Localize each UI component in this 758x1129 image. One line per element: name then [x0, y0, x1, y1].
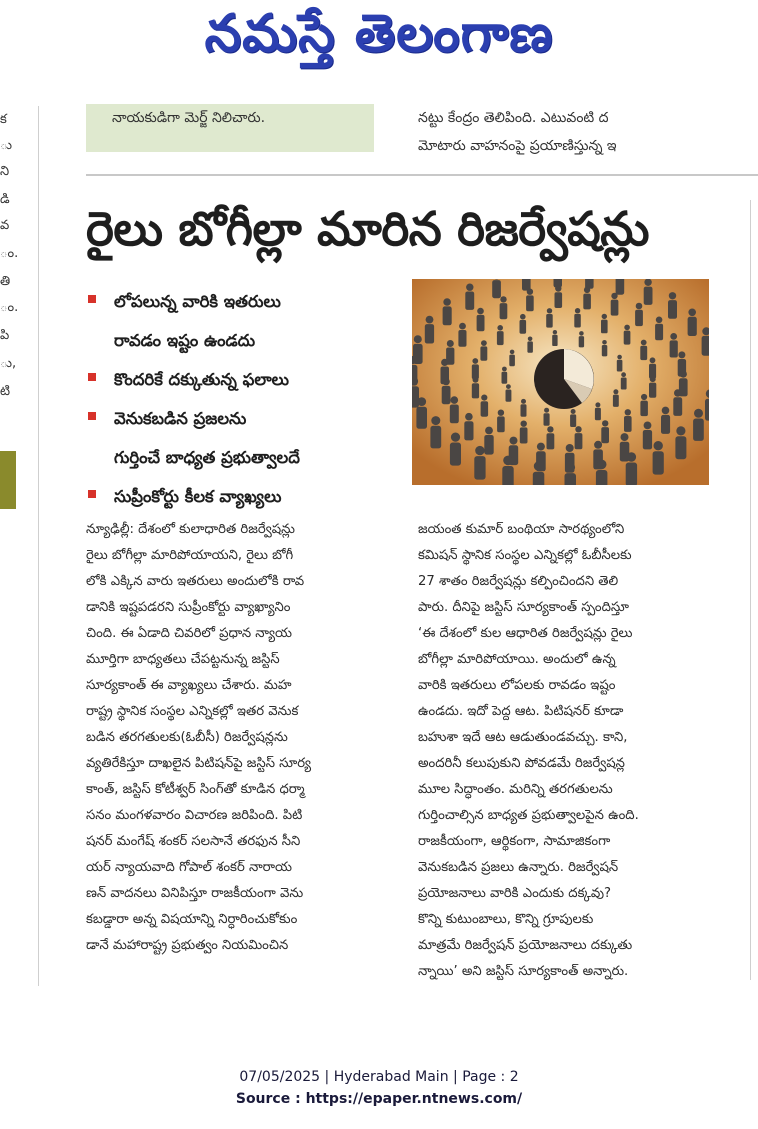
body-line: చింది. ఈ ఏడాది చివరిలో ప్రధాన న్యాయ — [86, 626, 293, 641]
body-line: ప్రయోజనాలు వారికి ఎందుకు దక్కవు? — [418, 886, 612, 901]
person-figure — [653, 441, 664, 475]
body-line: ణన్‌ వాదనలు వినిపిస్తూ రాజకీయంగా వెను — [86, 886, 304, 901]
person-figure — [621, 372, 627, 389]
body-line: రాష్ట్ర స్థానిక సంస్థల ఎన్నికల్లో ఇతర వెనుక — [86, 704, 299, 719]
fragment-text: డి — [0, 192, 10, 207]
person-figure — [446, 340, 454, 365]
person-figure — [492, 279, 501, 298]
key-point-text: సుప్రీంకోర్టు కీలక వ్యాఖ్యలు — [114, 487, 282, 506]
body-line: కమిషన్‌ స్థానిక సంస్థల ఎన్నికల్లో ఓబీసీలకు — [418, 548, 632, 563]
body-line: రైలు బోగీల్లా మారిపోయాయని, రైలు బోగీ — [86, 548, 294, 563]
person-figure — [643, 422, 652, 450]
key-point — [86, 399, 406, 438]
person-figure — [521, 399, 527, 417]
person-figure — [655, 317, 663, 341]
person-figure — [640, 394, 648, 416]
fragment-text: ు — [0, 138, 13, 153]
key-points — [86, 282, 406, 516]
person-figure — [480, 340, 487, 361]
person-figure — [570, 409, 576, 427]
body-line: షనర్‌ మంగేష్‌ శంకర్‌ సలసానే తరఫున సీని — [86, 834, 301, 849]
person-figure — [602, 340, 608, 356]
person-figure — [670, 333, 678, 358]
color-block — [0, 451, 16, 509]
article-photo — [412, 279, 709, 485]
masthead — [0, 0, 758, 90]
fragment-text: ం. — [0, 246, 19, 261]
body-line: మాత్రమే రిజర్వేషన్‌ ప్రయోజనాలు దక్కుతు — [418, 938, 633, 953]
person-figure — [644, 279, 653, 305]
person-figure — [575, 426, 583, 449]
body-line: కబడ్డారా అన్న విషయాన్ని నిర్ధారించుకోకుం — [86, 912, 298, 927]
column-divider — [750, 200, 751, 980]
person-figure — [522, 279, 531, 291]
person-figure — [484, 427, 493, 455]
person-figure — [624, 409, 632, 432]
box-text: నాయకుడిగా మెర్జ్‌ నిలిచారు. — [112, 110, 266, 126]
body-line: మూర్తిగా బాధ్యతలు చేపట్టనున్న జస్టిస్‌ — [86, 652, 280, 667]
key-point-text: కొందరికే దక్కుతున్న ఫలాలు — [114, 370, 290, 389]
person-figure — [520, 421, 528, 444]
section-rule — [86, 174, 758, 176]
text-line: మోటారు వాహనంపై ప్రయాణిస్తున్న ఇ — [418, 138, 617, 154]
person-figure — [649, 376, 656, 398]
person-figure — [668, 292, 677, 319]
key-point — [86, 438, 406, 477]
bullet-square-icon — [88, 412, 96, 420]
bullet-square-icon — [88, 295, 96, 303]
body-line: న్నాయి’ అని జస్టిస్‌ సూర్యకాంత్‌ అన్నారు. — [418, 964, 629, 979]
fragment-text: పి — [0, 328, 10, 343]
key-point — [86, 321, 406, 360]
person-figure — [502, 367, 508, 384]
person-figure — [546, 308, 553, 328]
body-line: పారు. దీనిపై జస్టిస్‌ సూర్యకాంత్‌ స్పందిస్తూ — [418, 600, 629, 615]
person-figure — [544, 408, 550, 426]
body-line: ఉండదు. ఇదో పెద్ద ఆట. పిటిషనర్‌ కూడా — [418, 704, 624, 719]
person-figure — [497, 410, 505, 433]
person-figure — [464, 413, 473, 441]
body-line: సనం మంగళవారం విచారణ జరిపింది. పిటి — [86, 808, 303, 823]
body-line: కొన్ని కుటుంబాలు, కొన్ని గ్రూపులకు — [418, 912, 594, 927]
body-line: వ్యతిరేకిస్తూ దాఖలైన పిటిషన్‌పై జస్టిస్‌ సూర్య — [86, 756, 312, 771]
body-line: కాంత్‌, జస్టిస్‌ కోటీశ్వర్‌ సింగ్‌తో కూడిన ధర్మా — [86, 782, 305, 797]
body-line: రాజకీయంగా, ఆర్థికంగా, సామాజికంగా — [418, 834, 611, 849]
fragment-text: వ — [0, 218, 10, 233]
person-figure — [547, 426, 555, 449]
person-figure — [509, 350, 515, 367]
person-figure — [425, 316, 434, 344]
bullet-square-icon — [88, 373, 96, 381]
person-figure — [596, 460, 608, 485]
body-line: 27 శాతం రిజర్వేషన్లు కల్పించిందని తెలి — [418, 574, 619, 589]
body-line: లోకి ఎక్కిన వారు ఇతరులు అందులోకి రావ — [86, 574, 305, 589]
person-figure — [635, 303, 643, 326]
person-figure — [626, 452, 637, 485]
person-figure — [465, 284, 474, 310]
person-figure — [520, 314, 527, 334]
person-figure — [474, 446, 485, 480]
previous-story-text — [418, 104, 758, 160]
key-point — [86, 477, 406, 516]
bullet-square-icon — [88, 490, 96, 498]
person-figure — [477, 308, 485, 332]
fragment-text: ు, — [0, 356, 17, 371]
key-point-text: వెనుకబడిన ప్రజలను — [114, 409, 247, 428]
key-point-text: లోపలున్న వారికి ఇతరులు — [114, 292, 281, 311]
person-figure — [502, 456, 513, 485]
body-line: న్యూఢిల్లీ: దేశంలో కులాధారిత రిజర్వేషన్లు — [86, 522, 295, 537]
person-figure — [472, 358, 479, 379]
key-point — [86, 360, 406, 399]
person-figure — [565, 463, 577, 485]
person-figure — [527, 337, 533, 353]
body-line: డానికి ఇష్టపడరని సుప్రీంకోర్టు వ్యాఖ్యానిం — [86, 600, 291, 615]
person-figure — [533, 461, 545, 485]
person-figure — [526, 289, 534, 312]
person-figure — [675, 426, 686, 459]
person-figure — [574, 308, 581, 328]
body-line: వెనుకబడిన ప్రజలు ఉన్నారు. రిజర్వేషన్‌ — [418, 860, 619, 875]
person-figure — [506, 384, 512, 402]
person-figure — [554, 279, 563, 287]
person-figure — [611, 293, 619, 316]
crowd-pie-illustration — [412, 279, 709, 485]
person-figure — [673, 389, 682, 416]
key-point-text: గుర్తించే బాధ్యత ప్రభుత్వాలదే — [114, 448, 300, 467]
person-figure — [552, 330, 557, 346]
person-figure — [450, 396, 459, 423]
person-figure — [661, 407, 670, 434]
body-line: యర్‌ న్యాయవాది గోపాల్‌ శంకర్‌ నారాయ — [86, 860, 292, 875]
fragment-text: ం. — [0, 300, 19, 315]
left-column-fragment — [0, 106, 40, 986]
person-figure — [601, 420, 609, 443]
body-line: సూర్యకాంత్‌ ఈ వ్యాఖ్యలు చేశారు. మహ — [86, 678, 292, 693]
person-figure — [624, 325, 631, 345]
person-figure — [555, 285, 563, 308]
person-figure — [450, 433, 461, 466]
body-line: వారికి ఇతరులు లోపలకు రావడం ఇష్టం — [418, 678, 616, 693]
person-figure — [613, 389, 619, 407]
person-figure — [702, 327, 709, 355]
person-figure — [617, 355, 623, 372]
person-figure — [443, 298, 452, 325]
person-figure — [497, 325, 504, 345]
edition-info: 07/05/2025 | Hyderabad Main | Page : 2 — [239, 1069, 519, 1085]
body-line: బడిన తరగతులకు(ఓబీసీ) రిజర్వేషన్లను — [86, 730, 288, 745]
text-line: నట్టు కేంద్రం తెలిపింది. ఎటువంటి ద — [418, 110, 609, 126]
body-line: బహుశా ఇదే ఆట ఆడుతుండవచ్చు. కాని, — [418, 730, 628, 745]
fragment-text: తి — [0, 274, 11, 289]
person-figure — [688, 309, 697, 337]
body-line: గుర్తించాల్సిన బాధ్యత ప్రభుత్వాలపైన ఉంది. — [418, 808, 639, 823]
body-line: బోగీల్లా మారిపోయాయి. అందులో ఉన్న — [418, 652, 616, 667]
person-figure — [579, 331, 584, 347]
person-figure — [601, 314, 608, 334]
previous-story-box — [86, 104, 374, 152]
person-figure — [595, 402, 601, 420]
fragment-text: క — [0, 112, 7, 127]
body-line: ‘ఈ దేశంలో కుల ఆధారిత రిజర్వేషన్లు రైలు — [418, 626, 633, 641]
body-line: డానే మహారాష్ట్ర ప్రభుత్వం నియమించిన — [86, 938, 289, 953]
person-figure — [585, 279, 594, 289]
person-figure — [472, 377, 479, 399]
person-figure — [649, 357, 656, 378]
person-figure — [458, 323, 466, 347]
person-figure — [430, 416, 441, 448]
key-point-text: రావడం ఇష్టం ఉండదు — [114, 331, 256, 350]
person-figure — [616, 279, 625, 295]
article-headline: రైలు బోగీల్లా మారిన రిజర్వేషన్లు — [86, 202, 649, 257]
person-figure — [481, 395, 489, 417]
article-body-column-1 — [86, 517, 398, 959]
body-line: జయంత కుమార్‌ బంథియా సారథ్యంలోని — [418, 522, 625, 537]
key-point — [86, 282, 406, 321]
column-divider — [38, 106, 39, 986]
body-line: అందరినీ కలుపుకుని పోవడమే రిజర్వేషన్ల — [418, 756, 625, 771]
fragment-text: ని — [0, 164, 10, 179]
right-column-fragment — [750, 200, 758, 980]
newspaper-logo: నమస్తే తెలంగాణ — [204, 4, 554, 64]
fragment-text: టి — [0, 384, 11, 399]
source-link[interactable]: Source : https://epaper.ntnews.com/ — [235, 1091, 523, 1107]
person-figure — [413, 335, 423, 364]
article-body-column-2 — [418, 517, 710, 985]
person-figure — [583, 287, 591, 310]
person-figure — [693, 409, 704, 441]
person-figure — [500, 296, 508, 319]
page-footer — [0, 1066, 758, 1110]
person-figure — [640, 340, 647, 361]
body-line: మూల సిద్ధాంతం. మరిన్ని తరగతులను — [418, 782, 613, 797]
